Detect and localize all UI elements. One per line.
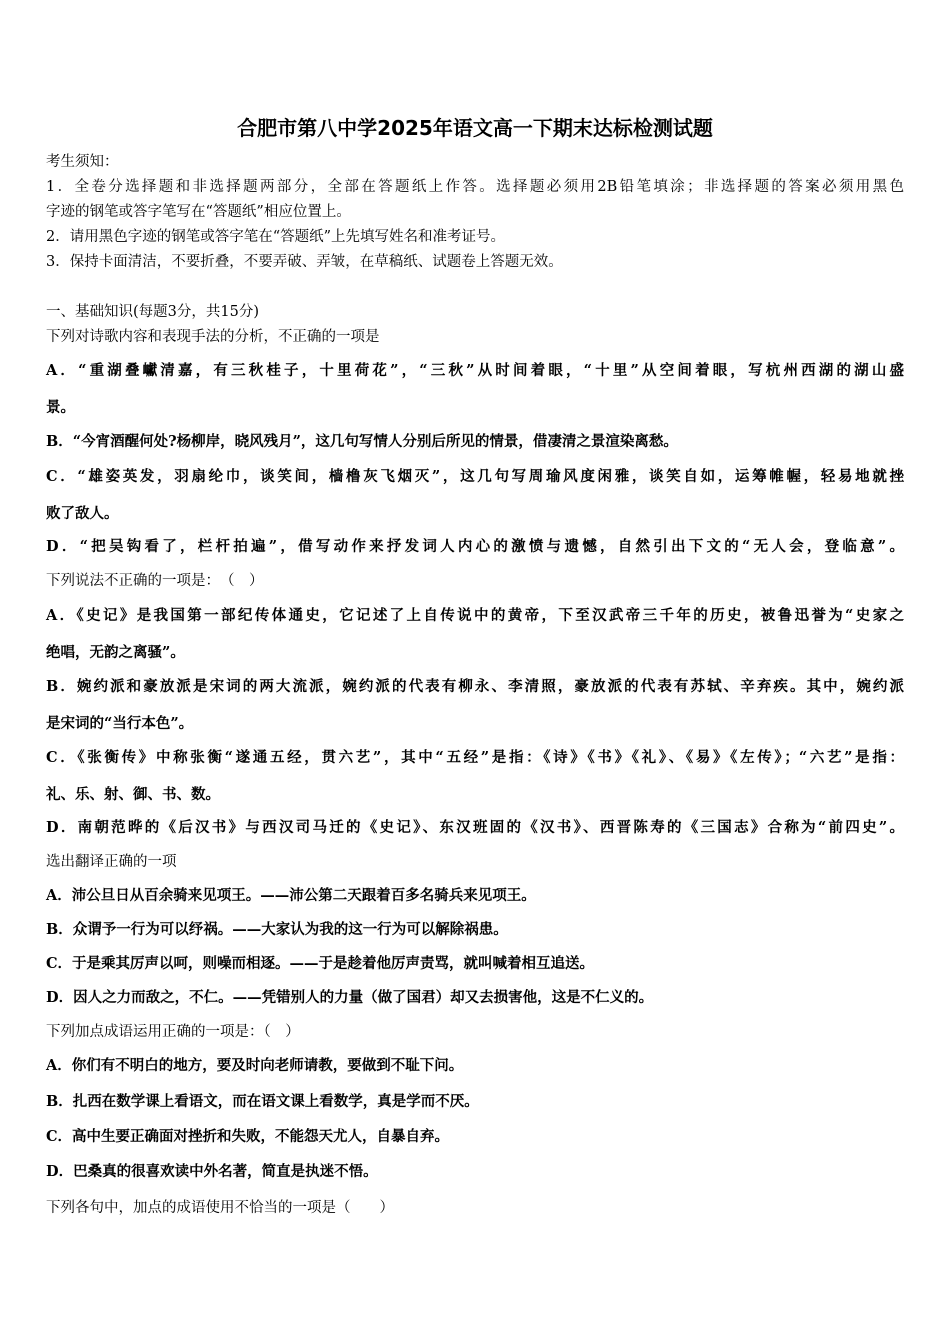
q2-option-a-cont: 绝唱，无韵之离骚”。: [46, 644, 185, 661]
q2-option-b: B．婉约派和豪放派是宋词的两大流派，婉约派的代表有柳永、李清照，豪放派的代表有苏轼、辛弃疾。其中，婉约派: [46, 678, 904, 695]
q1-option-c: C．“雄姿英发，羽扇纶巾，谈笑间，樯橹灰飞烟灭”，这几句写周瑜风度闲雅，谈笑自如，运筹帷幄，轻易地就挫: [46, 468, 904, 485]
notice-item-1-cont: 字迹的钢笔或答字笔写在“答题纸”相应位置上。: [46, 204, 351, 220]
q2-option-c: C．《张衡传》中称张衡“遂通五经，贯六艺”，其中“五经”是指：《诗》《书》《礼》、《易》《左传》；“六艺”是指：: [46, 749, 904, 766]
q3-option-d: D．因人之力而敌之，不仁。——凭错别人的力量（做了国君）却又去损害他，这是不仁义的。: [46, 989, 654, 1006]
q1-option-a: A．“重湖叠巘清嘉，有三秋桂子，十里荷花”，“三秋”从时间着眼，“十里”从空间着眼，写杭州西湖的湖山盛: [46, 362, 904, 379]
q2-option-c-cont: 礼、乐、射、御、书、数。: [46, 786, 220, 803]
notice-item-1: 1．全卷分选择题和非选择题两部分，全部在答题纸上作答。选择题必须用2B铅笔填涂；非选择题的答案必须用黑色: [46, 179, 904, 195]
q4-option-d: D．巴桑真的很喜欢读中外名著，简直是执迷不悟。: [46, 1163, 378, 1180]
q1-option-b: B．“今宵酒醒何处?杨柳岸，晓风残月”，这几句写情人分别后所见的情景，借凄清之景渲染离愁。: [46, 433, 678, 450]
page-title: 合肥市第八中学2025年语文高一下期末达标检测试题: [237, 116, 713, 140]
q4-option-b: B．扎西在数学课上看语文，而在语文课上看数学，真是学而不厌。: [46, 1093, 479, 1110]
q2-stem: 下列说法不正确的一项是： （ ）: [46, 573, 264, 589]
notice-item-3: 3．保持卡面清洁，不要折叠，不要弄破、弄皱，在草稿纸、试题卷上答题无效。: [46, 254, 563, 270]
q2-option-b-cont: 是宋词的“当行本色”。: [46, 715, 194, 732]
notice-heading: 考生须知：: [46, 154, 119, 170]
q4-option-c: C．高中生要正确面对挫折和失败，不能怨天尤人，自暴自弃。: [46, 1128, 450, 1145]
section-heading: 一、基础知识(每题3分，共15分): [46, 304, 259, 320]
q1-option-c-cont: 败了敌人。: [46, 505, 119, 522]
q3-option-b: B．众谓予一行为可以纾祸。——大家认为我的这一行为可以解除祸患。: [46, 921, 508, 938]
q2-option-a: A．《史记》是我国第一部纪传体通史，它记述了上自传说中的黄帝，下至汉武帝三千年的历史，被鲁迅誉为“史家之: [46, 607, 904, 624]
q1-option-a-cont: 景。: [46, 399, 75, 416]
q1-option-d: D．“把吴钩看了，栏杆拍遍”，借写动作来抒发词人内心的激愤与遗憾，自然引出下文的“无人会，登临意”。: [46, 538, 904, 555]
q1-stem: 下列对诗歌内容和表现手法的分析，不正确的一项是: [46, 329, 380, 345]
q3-option-c: C．于是乘其厉声以呵，则噪而相逐。——于是趁着他厉声责骂，就叫喊着相互追送。: [46, 955, 595, 972]
q2-option-d: D．南朝范晔的《后汉书》与西汉司马迁的《史记》、东汉班固的《汉书》、西晋陈寿的《三国志》合称为“前四史”。: [46, 819, 904, 836]
q3-option-a: A．沛公旦日从百余骑来见项王。——沛公第二天跟着百多名骑兵来见项王。: [46, 887, 536, 904]
q4-option-a: A．你们有不明白的地方，要及时向老师请教，要做到不耻下问。: [46, 1057, 464, 1074]
notice-item-2: 2．请用黑色字迹的钢笔或答字笔在“答题纸”上先填写姓名和准考证号。: [46, 229, 506, 245]
q4-stem: 下列加点成语运用正确的一项是：（ ）: [46, 1024, 300, 1040]
q3-stem: 选出翻译正确的一项: [46, 854, 177, 870]
q5-stem: 下列各句中，加点的成语使用不恰当的一项是（ ）: [46, 1200, 394, 1216]
